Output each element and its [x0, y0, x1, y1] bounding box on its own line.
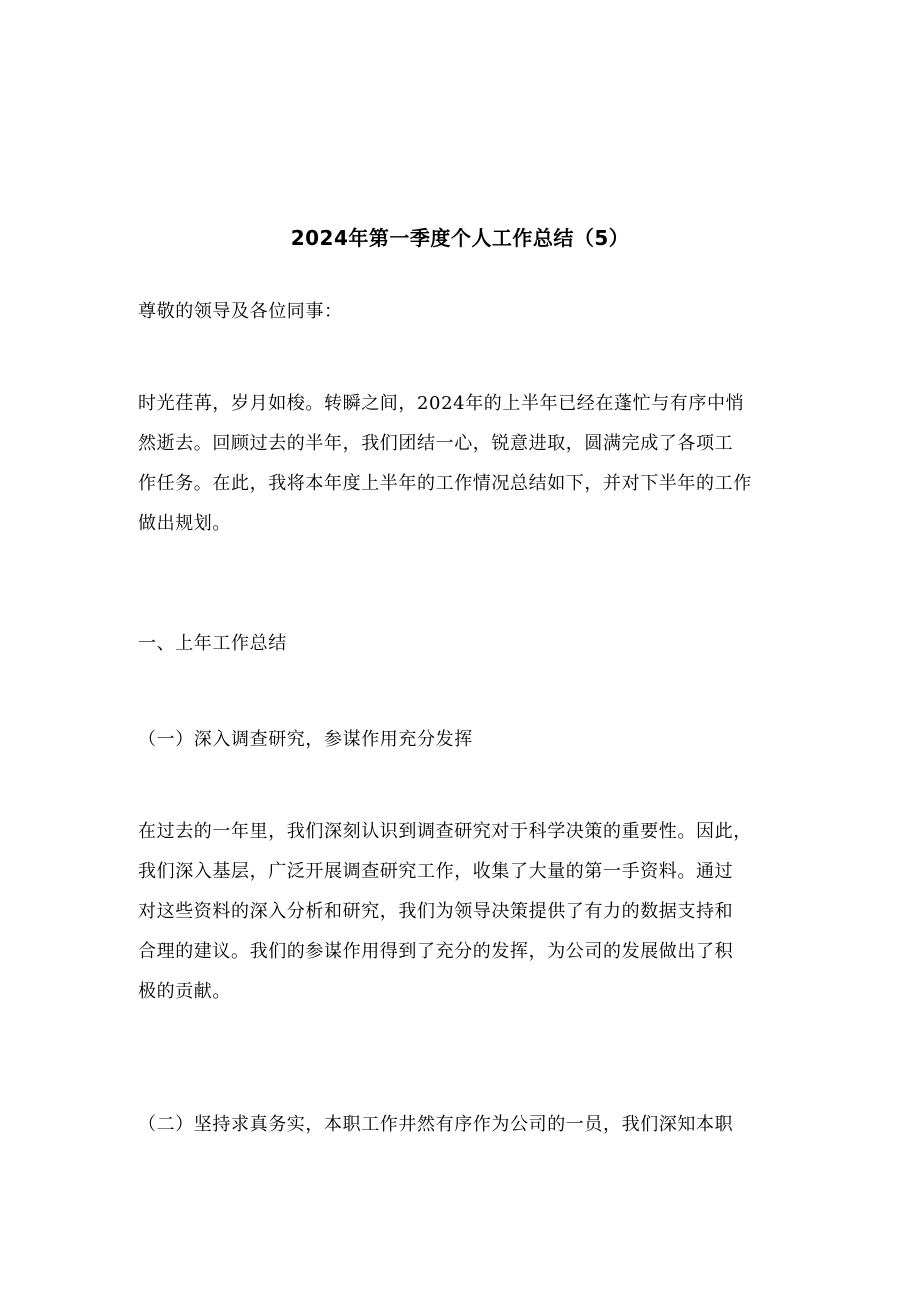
- subsection-heading-text: （一）深入调查研究，参谋作用充分发挥: [138, 729, 473, 750]
- paragraph-line: 在过去的一年里，我们深刻认识到调查研究对于科学决策的重要性。因此，: [138, 821, 752, 842]
- section-heading: [138, 624, 788, 664]
- paragraph-line: 然逝去。回顾过去的半年，我们团结一心，锐意进取，圆满完成了各项工: [138, 433, 734, 454]
- intro-paragraph: [138, 384, 788, 544]
- subsection-heading-1: [138, 720, 788, 760]
- subsection-heading-2: [138, 1105, 788, 1145]
- paragraph-line: 对这些资料的深入分析和研究，我们为领导决策提供了有力的数据支持和: [138, 901, 734, 922]
- paragraph-line: 时光荏苒，岁月如梭。转瞬之间，2024年的上半年已经在蓬忙与有序中悄: [138, 393, 745, 414]
- paragraph-line: 作任务。在此，我将本年度上半年的工作情况总结如下，并对下半年的工作: [138, 473, 752, 494]
- paragraph-line: 做出规划。: [138, 513, 231, 534]
- salutation-text: 尊敬的领导及各位同事：: [138, 301, 343, 322]
- subsection-heading-text: （二）坚持求真务实，本职工作井然有序作为公司的一员，我们深知本职: [138, 1114, 734, 1135]
- section-heading-text: 一、上年工作总结: [138, 633, 287, 654]
- salutation: [138, 292, 788, 332]
- document-title: 2024年第一季度个人工作总结（5）: [290, 226, 630, 250]
- paragraph-line: 我们深入基层，广泛开展调查研究工作，收集了大量的第一手资料。通过: [138, 861, 734, 882]
- subsection-1-paragraph: [138, 812, 788, 1012]
- paragraph-line: 极的贡献。: [138, 981, 231, 1002]
- paragraph-line: 合理的建议。我们的参谋作用得到了充分的发挥，为公司的发展做出了积: [138, 941, 734, 962]
